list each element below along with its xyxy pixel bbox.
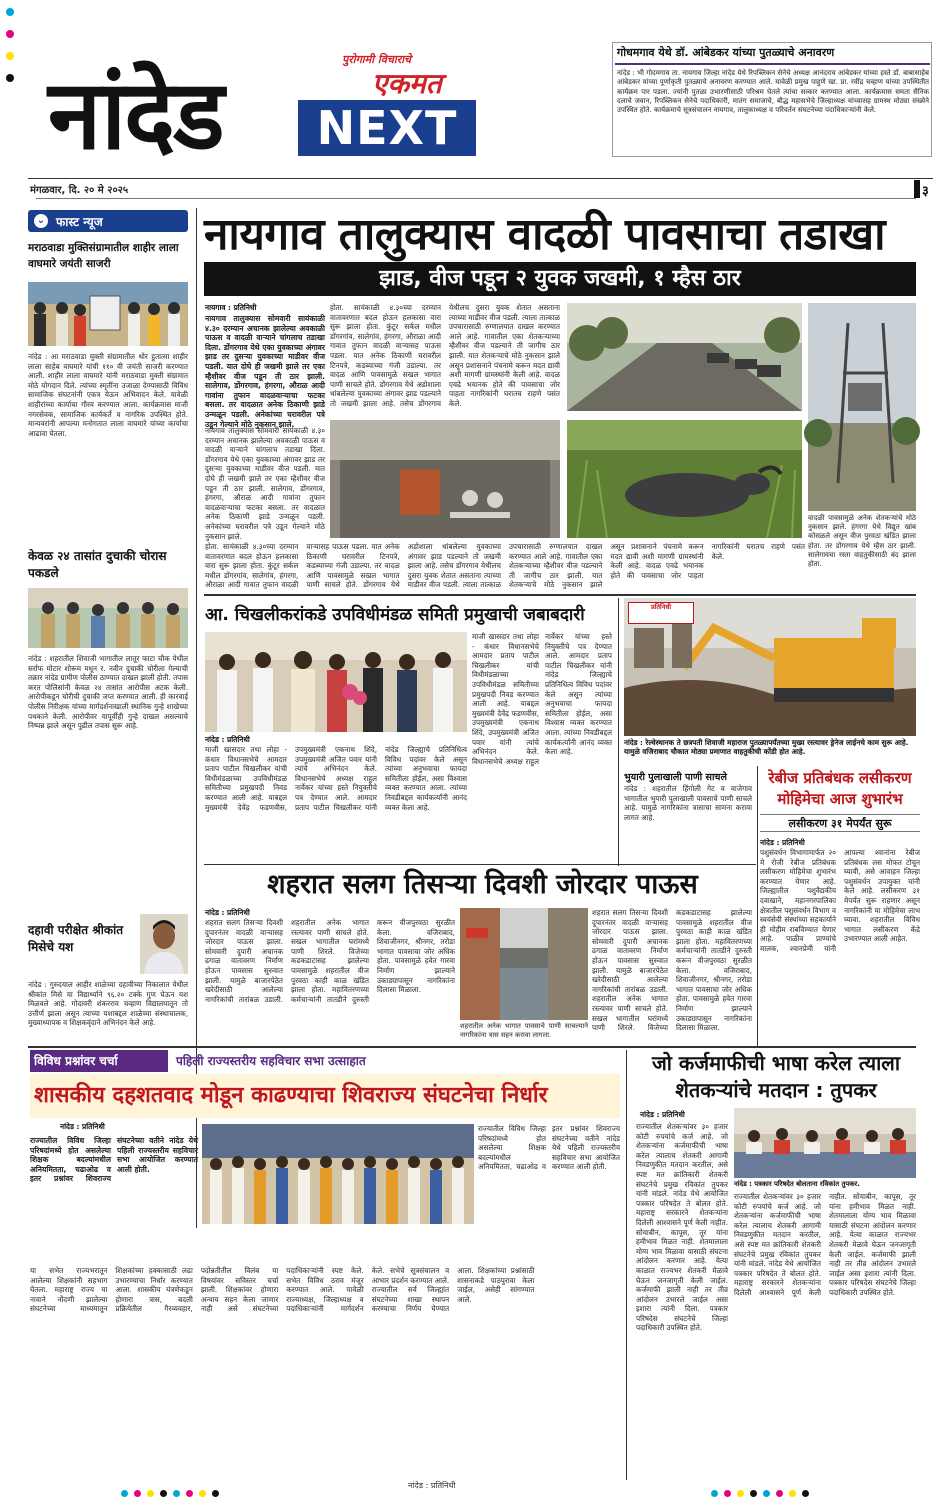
brand-name: एकमत [372, 67, 442, 100]
top-story-body: नांदेड : भी गोदमगाव ता. नायगाव जिल्हा नांदेड येथे रिपब्लिकन सेनेचे अध्यक्ष आनंदराव आंबेडकर यांच्या हस्ते डॉ. बाबासाहेब आंबेडकर यांच्या पूर्णाकृती पुतळ्याचे अनावरण करण्यात आले. यावेळी प्रमुख पाहुणे खा. प्रा. रवींद्र चव्हाण यांच्या उपस्थितीत कार्यक्रम पार पडला. ज्यांनी पुतळा उभारणीसाठी परिश्रम घेतले त्यांचा सत्कार करण्यात आला. कार्यक्रमास समता सैनिक दलाचे जवान, रिपब्लिकन सेनेचे पदाधिकारी, मातंग समाजाचे, बौद्ध महासभेचे जिल्हाध्यक्ष यांच्यासह ग्रामस्थ मोठ्या संख्येने उपस्थित होते. कार्यक्रमाचे सूत्रसंचालन नायगाव, तालुकाध्यक्ष व परिवर्तन संघटनेच्या पदाधिकाऱ्यांनी केले. [617, 69, 929, 115]
shivrajya-group-photo [202, 1124, 474, 1224]
lead-intro-text: नायगाव तालुक्यास सोमवारी सायंकाळी ४.३० दरम्यान अचानक झालेल्या अवकाळी पाऊस व वादळी वाऱ्याने चांगलाच तडाखा दिला. डोंगरगाव येथे एका युवकाच्या अंगावर झाड तर दुसऱ्या युवकाच्या माडीवर वीज पडली. यात दोघे ही जखमी झाले तर एका म्हैशीवर वीज पडून ती ठार झाली. सालेगाव, डोंगरगाव, हंगरगा, औराळ आदी गावांना तुफान वादळवाऱ्याचा फटका बसला. तर वादळात अनेक ठिकाणी झाडे उन्मळून पडली. अनेकांच्या घरावरील पत्रे उडून गेल्याने मोठे नुकसान झाले. [205, 314, 325, 429]
fast-news-title-2: केवळ २४ तासांत दुचाकी चोरास पकडले [28, 549, 167, 580]
chikhlikar-body-bottom: माजी खासदार तथा लोहा - कंधार विधानसभेचे आमदार प्रताप पाटील चिखलीकर यांची विधीमंडळाच्या उपविधीमंडळ समितीच्या प्रमुखपदी निवड करण्यात आली आहे. याबद्दल मुख्यमंत्री देवेंद्र फडणवीस, उपमुख्यमंत्री एकनाथ शिंदे, उपमुख्यमंत्री अजित पवार यांनी त्यांचे अभिनंदन केले. विधानसभेचे अध्यक्ष राहुल नार्वेकर यांच्या हस्ते नियुक्तीचे पत्र देण्यात आले. आमदार प्रताप पाटील चिखलीकर यांनी नांदेड जिल्ह्याचे प्रतिनिधित्व विविध पदांवर केले असून त्यांच्या अनुभवाचा फायदा समितीला होईल, असा विश्वास व्यक्त करण्यात आला. त्यांच्या निवडीबद्दल कार्यकर्त्यांनी आनंद व्यक्त केला आहे. [205, 745, 467, 812]
lead-body-text: होता. सायंकाळी ४.३०च्या दरम्यान वातावरणात बदल होऊन हलकासा वारा सुरू झाला होता. कुंटूर सर्कल मधील डोंगरगांव, सालेगांव, हंगरगा, औराळा आदी गावात तुफान वादळी वाऱ्यासह पाऊस पडला. यात अनेक ठिकाणी घरावरील टिनपत्रे, कडब्याच्या गंजी उडाल्या. तर वादळ आणि पावसामुळे सखल भागात पाणी साचले होते. डोंगरगाव येथे अडोशाला थांबलेल्या युवकाच्या अंगावर झाड पडल्याने तो जखमी झाला आहे. तसेच डोंगरगाव येथीलच दुसरा युवक शेतात असताना त्याच्या माडीवर वीज पडली. त्याला तात्काळ उपचारासाठी रुग्णालयात दाखल करण्यात आले आहे. गावातील एका शेतकऱ्याच्या म्हैशीवर वीज पडल्याने ती जागीच ठार झाली. यात शेतकऱ्याचे मोठे नुकसान झाले असून प्रशासनाने पंचनामे करून मदत द्यावी अशी मागणी ग्रामस्थांनी केली आहे. वादळ एवढे भयानक होते की पावसाचा जोर पाहता नागरिकांनी घरातच राहणे पसंत केले. [330, 303, 560, 408]
drainage-work-photo [624, 598, 916, 736]
brand-next-logo: NEXT [298, 100, 476, 156]
tupkar-divider [626, 1050, 627, 1480]
chikhlikar-headline: आ. चिखलीकरांकडे उपविधीमंडळ समिती प्रमुखाची जबाबदारी [205, 605, 585, 625]
rabies-divider [757, 766, 758, 1046]
lead-headline: नायगाव तालुक्यास वादळी पावसाचा तडाखा [204, 209, 886, 260]
shivrajya-headline-band [30, 1074, 620, 1118]
top-story-headline: गोधमगाव येथे डॉ. आंबेडकर यांच्या पुतळ्याचे अनावरण [617, 46, 835, 59]
lead-electric-pole-photo [808, 303, 916, 511]
tupkar-body-col1: राज्यातील शेतकऱ्यांवर ३० हजार कोटी रुपयांचे कर्ज आहे. जो शेतकऱ्यांना कर्जमाफीची भाषा करेल त्यालाच शेतकरी आगामी निवडणुकीत मतदान करतील, असे स्पष्ट मत क्रांतिकारी शेतकरी संघटनेचे प्रमुख रविकांत तुपकर यांनी मांडले. नांदेड येथे आयोजित पत्रकार परिषदेत ते बोलत होते. महाराष्ट्र सरकारने शेतकऱ्यांना दिलेली आश्वासने पूर्ण केली नाहीत. सोयाबीन, कापूस, तूर यांना हमीभाव मिळत नाही. शेतमालाला योग्य भाव मिळावा यासाठी संघटना आंदोलन करणार आहे. येत्या काळात राज्यभर शेतकरी मेळावे घेऊन जनजागृती केली जाईल. कर्जमाफी झाली नाही तर तीव्र आंदोलन उभारले जाईल असा इशारा त्यांनी दिला. पत्रकार परिषदेस संघटनेचे जिल्हा पदाधिकारी उपस्थित होते. [636, 1122, 728, 1333]
brand-tagline: पुरोगामी विचाराचे [342, 53, 412, 66]
registration-dots-left [118, 1482, 238, 1492]
shivrajya-lead: राज्यातील विविध जिल्हा परिषदांमध्ये होत असलेल्या शिक्षक बदल्यांमधील अनियमितता, चढाओढ व इतर प्रश्नांवर शिवराज्य संघटनेच्या वतीने नांदेड येथे पहिली राज्यस्तरीय सहविचार सभा आयोजित करण्यात आली होती. [30, 1136, 198, 1184]
bottom-section-rule [28, 1046, 916, 1048]
top-story-rule [615, 63, 930, 65]
fast-news-title-3: दहावी परीक्षेत श्रीकांत मिसेचे यश [28, 923, 124, 954]
date-rule [28, 178, 933, 179]
top-story-box [612, 42, 932, 157]
rabies-dateline: नांदेड : प्रतिनिधी [760, 838, 805, 847]
shivrajya-kicker-bar [30, 1050, 620, 1072]
chikhlikar-divider [618, 598, 619, 866]
page-number-marker [914, 180, 920, 198]
drain-sub-body: नांदेड : शहरातील हिंगोली गेट व वाजेगाव भागातील भुयारी पुलाखाली पावसाचे पाणी साचले आहे. यामुळे नागरिकांना त्रासाचा सामना करावा लागत आहे. [624, 784, 752, 822]
chikhlikar-dateline: नांदेड : प्रतिनिधी [205, 735, 250, 744]
lead-bottom-rule [204, 594, 916, 596]
lead-road-photo [567, 303, 802, 411]
shivrajya-body: या सभेत राज्यभरातून आलेल्या शिक्षकांनी सहभाग घेतला. महाराष्ट्र राज्य या नावाने नोंदणी झालेल्या संघटनेच्या माध्यमातून शिक्षकांच्या हक्कासाठी लढा उभारण्याचा निर्धार करण्यात आला. शासकीय यंत्रणेकडून होणारा त्रास, बदली प्रक्रियेतील गैरव्यवहार, पदोन्नतीतील विलंब या विषयांवर सविस्तर चर्चा झाली. शिक्षकांवर होणारा अन्याय सहन केला जाणार नाही असे संघटनेच्या पदाधिकाऱ्यांनी स्पष्ट केले. सभेत विविध ठराव मंजूर करण्यात आले. यावेळी राज्याध्यक्ष, जिल्हाध्यक्ष व पदाधिकाऱ्यांनी मार्गदर्शन केले. सभेचे सूत्रसंचालन व आभार प्रदर्शन करण्यात आले. राज्यातील सर्व जिल्ह्यांत संघटनेच्या शाखा स्थापन करण्याचा निर्णय घेण्यात आला. शिक्षकांच्या प्रश्नांसाठी शासनाकडे पाठपुरावा केला जाईल, असेही सांगण्यात आले. [30, 1266, 535, 1314]
lead-subhead: झाड, वीज पडून २ युवक जखमी, १ म्हैस ठार [204, 262, 916, 296]
rabies-headline: रेबीज प्रतिबंधक लसीकरण मोहिमेचा आज शुभारंभ [768, 769, 912, 808]
drain-photo-caption: नांदेड : रेल्वेस्थानक ते छत्रपती शिवाजी महाराज पुतळ्यापर्यंतच्या मुख्य रस्त्यावर ड्रेनेज लाईनचे काम सुरू आहे. यामुळे वजिराबाद चौकात मोठ्या प्रमाणात वाहतुकीची कोंडी होत आहे. [624, 738, 909, 757]
fast-news-body-3: नांदेड : गुरुदयाल आहीर शाळेच्या दहावीच्या निकालात येथील श्रीकांत मिसे या विद्यार्थ्याने ९६.२० टक्के गुण घेऊन यश मिळवले आहे. गोदावरी शंकरराव चव्हाण विद्यालयातून तो उत्तीर्ण झाला असून त्याच्या यशाबद्दल शाळेच्या संस्थाचालक, मुख्याध्यापक व शिक्षकवृंदाने अभिनंदन केले आहे. [28, 980, 188, 1028]
masthead [0, 0, 945, 175]
date-bar-line [36, 198, 916, 199]
rain-photo-caption: शहरातील अनेक भागात पावसाचे पाणी साचल्याने नागरिकांना त्रास सहन करावा लागला. [460, 1022, 588, 1039]
lead-continued-left: नायगाव तालुक्यास सोमवारी सायंकाळी ४.३० दरम्यान अचानक झालेल्या अवकाळी पाऊस व वादळी वाऱ्याने चांगलाच तडाखा दिला. डोंगरगाव येथे एका युवकाच्या अंगावर झाड तर दुसऱ्या युवकाच्या माडीवर वीज पडली. यात दोघे ही जखमी झाले तर एका म्हैशीवर वीज पडून ती ठार झाली. सालेगाव, डोंगरगाव, हंगरगा, औराळ आदी गावांना तुफान वादळवाऱ्याचा फटका बसला. तर वादळात अनेक ठिकाणी झाडे उन्मळून पडली. अनेकांच्या घरावरील पत्रे उडून गेल्याने मोठे नुकसान झाले. [205, 426, 325, 541]
fast-news-title-1: मराठवाडा मुक्तिसंग्रामातील शाहीर लाला वाघमारे जयंती साजरी [28, 242, 179, 270]
fast-news-body-2: नांदेड : शहरातील शिवाजी भागातील लातूर फाटा चौक येथील सर्राफ मोटार शोरूम मधून र. नवीन दुचाकी चोरीला गेल्याची तक्रार नांदेड ग्रामीण पोलीस ठाण्यात दाखल झाली होती. तपास करत पोलिसांनी केवळ २४ तासांत आरोपीस अटक केली. आरोपीकडून चोरीची दुचाकी जप्त करण्यात आली. ही कारवाई पोलीस निरीक्षक यांच्या मार्गदर्शनाखाली स्थानिक गुन्हे शाखेच्या पथकाने केली. आरोपीवर यापूर्वीही गुन्हे दाखल असल्याचे निष्पन्न झाले असून पुढील तपास सुरू आहे. [28, 654, 188, 731]
rabies-body: पशुसंवर्धन विभागामार्फत २० मे रोजी रेबीज प्रतिबंधक लसीकरण मोहिमेचा शुभारंभ करण्यात येणार आहे. जिल्ह्यातील पशुवैद्यकीय दवाखाने, महानगरपालिका क्षेत्रातील पशुसंवर्धन विभाग व स्वयंसेवी संस्थांच्या सहकार्याने ही मोहीम राबविण्यात येणार आहे. पाळीव प्राण्यांचे मालक, श्वानप्रेमी यांनी आपल्या श्वानांना रेबीज प्रतिबंधक लस मोफत टोचून घ्यावी, असे आवाहन जिल्हा पशुसंवर्धन उपायुक्त यांनी केले आहे. लसीकरण ३१ मेपर्यंत सुरू राहणार असून नागरिकांनी या मोहिमेचा लाभ घ्यावा. शहरातील विविध भागात लसीकरण केंद्रे उभारण्यात आली आहेत. [760, 848, 920, 953]
rain-dateline: नांदेड : प्रतिनिधी [205, 908, 250, 917]
rain-headline: शहरात सलग तिसऱ्या दिवशी जोरदार पाऊस [267, 869, 698, 900]
print-footer [8, 1476, 938, 1498]
drain-sub-title: भुयारी पुलाखाली पाणी साचले [624, 772, 727, 783]
page-number: ३ [922, 184, 929, 199]
shivrajya-kicker-sub: पहिली राज्यस्तरीय सहविचार सभा उत्साहात [176, 1054, 366, 1068]
registration-marks-left [6, 8, 18, 163]
lead-damaged-house-photo [330, 420, 560, 538]
fast-news-label: फास्ट न्यूज [56, 215, 103, 229]
shivrajya-body-right: राज्यातील विविध जिल्हा परिषदांमध्ये होत असलेल्या शिक्षक बदल्यांमधील अनियमितता, चढाओढ व इतर प्रश्नांवर शिवराज्य संघटनेच्या वतीने नांदेड येथे पहिली राज्यस्तरीय सहविचार सभा आयोजित करण्यात आली होती. [478, 1124, 620, 1172]
rain-top-rule [204, 864, 756, 865]
rain-body-left: शहरात सलग तिसऱ्या दिवशी दुपारनंतर वादळी वाऱ्यासह जोरदार पाऊस झाला. सोमवारी दुपारी अचानक ढगाळ वातावरण निर्माण होऊन पावसास सुरुवात झाली. यामुळे बाजारपेठेत खरेदीसाठी आलेल्या नागरिकांची तारांबळ उडाली. शहरातील अनेक भागात रस्त्यावर पाणी साचले होते. सखल भागातील घरांमध्ये पाणी शिरले. विजेच्या कडकडाटासह झालेल्या पावसामुळे शहरातील वीज पुरवठा काही काळ खंडित झाला होता. महावितरणच्या कर्मचाऱ्यांनी तातडीने दुरुस्ती करून वीजपुरवठा सुरळीत केला. वजिराबाद, शिवाजीनगर, श्रीनगर, तरोडा भागात पावसाचा जोर अधिक होता. पावसामुळे हवेत गारवा निर्माण झाल्याने उकाड्यापासून नागरिकांना दिलासा मिळाला. [205, 918, 455, 1004]
drain-photo-badge: प्रतिनिधी [628, 602, 694, 624]
fast-news-label-bar [28, 210, 188, 232]
chikhlikar-body-right: माजी खासदार तथा लोहा - कंधार विधानसभेचे आमदार प्रताप पाटील चिखलीकर यांची विधीमंडळाच्या उपविधीमंडळ समितीच्या प्रमुखपदी निवड करण्यात आली आहे. याबद्दल मुख्यमंत्री देवेंद्र फडणवीस, उपमुख्यमंत्री एकनाथ शिंदे, उपमुख्यमंत्री अजित पवार यांनी त्यांचे अभिनंदन केले. विधानसभेचे अध्यक्ष राहुल नार्वेकर यांच्या हस्ते नियुक्तीचे पत्र देण्यात आले. आमदार प्रताप पाटील चिखलीकर यांनी नांदेड जिल्ह्याचे प्रतिनिधित्व विविध पदांवर केले असून त्यांच्या अनुभवाचा फायदा समितीला होईल, असा विश्वास व्यक्त करण्यात आला. त्यांच्या निवडीबद्दल कार्यकर्त्यांनी आनंद व्यक्त केला आहे. [472, 632, 612, 766]
student-portrait-photo [140, 914, 188, 974]
lead-dead-buffalo-photo [567, 420, 802, 538]
registration-dots-right [708, 1482, 828, 1492]
rain-street-photo [460, 908, 588, 1020]
tupkar-dateline: नांदेड : प्रतिनिधी [640, 1110, 685, 1119]
fast-news-body-1: नांदेड : आ मराठवाडा मुक्ती संग्रामातील थोर हुतात्मा शाहीर लाला साहेब वाघमारे यांची ११० वी जयंती साजरी करण्यात आली. शाहीर लाला वाघमारे यांनी मराठवाडा मुक्ती संग्रामात मोठे योगदान दिले. त्यांच्या स्मृतींना उजाळा देण्यासाठी विविध सामाजिक संघटनांनी एकत्र येऊन अभिवादन केले. यावेळी शाहीरांच्या कार्याचा गौरव करण्यात आला. कार्यक्रमास माजी नगरसेवक, सामाजिक कार्यकर्ते व नागरिक उपस्थित होते. मान्यवरांनी आपल्या मनोगतात लाला वाघमारे यांच्या कार्याचा आढावा घेतला. [28, 352, 188, 438]
shivrajya-kicker: विविध प्रश्नांवर चर्चा [30, 1050, 168, 1072]
shivrajya-dateline: नांदेड : प्रतिनिधी [60, 1122, 105, 1131]
chikhlikar-felicitation-photo [205, 632, 467, 732]
footer-imprint: नांदेड : प्रतिनिधी [408, 1481, 456, 1490]
fast-news-column [28, 210, 188, 1225]
tupkar-photo-caption: नांदेड : पत्रकार परिषदेत बोलताना रविकांत तुपकर. [734, 1180, 860, 1188]
rabies-subhead: लसीकरण ३१ मेपर्यंत सुरू [760, 814, 920, 832]
masthead-title: नांदेड [48, 58, 223, 171]
chevron-down-icon: ⌄ [34, 214, 48, 228]
bike-thief-arrest-photo [28, 588, 188, 648]
lead-photo-caption: वादळी पावसामुळे अनेक शेतकऱ्यांचे मोठे नुकसान झाले. हंगरगा येथे विद्युत खांब कोसळले असून वीज पुरवठा खंडित झाला होता. तर डोंगरगाव येथे म्हैस ठार झाली. सालेगावचा रस्ता वाहतुकीसाठी बंद झाला होता. [808, 514, 916, 569]
shivrajya-headline: शासकीय दहशतवाद मोडून काढण्याचा शिवराज्य संघटनेचा निर्धार [34, 1083, 548, 1108]
tupkar-body-col2: राज्यातील शेतकऱ्यांवर ३० हजार कोटी रुपयांचे कर्ज आहे. जो शेतकऱ्यांना कर्जमाफीची भाषा करेल त्यालाच शेतकरी आगामी निवडणुकीत मतदान करतील, असे स्पष्ट मत क्रांतिकारी शेतकरी संघटनेचे प्रमुख रविकांत तुपकर यांनी मांडले. नांदेड येथे आयोजित पत्रकार परिषदेत ते बोलत होते. महाराष्ट्र सरकारने शेतकऱ्यांना दिलेली आश्वासने पूर्ण केली नाहीत. सोयाबीन, कापूस, तूर यांना हमीभाव मिळत नाही. शेतमालाला योग्य भाव मिळावा यासाठी संघटना आंदोलन करणार आहे. येत्या काळात राज्यभर शेतकरी मेळावे घेऊन जनजागृती केली जाईल. कर्जमाफी झाली नाही तर तीव्र आंदोलन उभारले जाईल असा इशारा त्यांनी दिला. पत्रकार परिषदेस संघटनेचे जिल्हा पदाधिकारी उपस्थित होते. [734, 1192, 916, 1297]
rain-body-right: शहरात सलग तिसऱ्या दिवशी दुपारनंतर वादळी वाऱ्यासह जोरदार पाऊस झाला. सोमवारी दुपारी अचानक ढगाळ वातावरण निर्माण होऊन पावसास सुरुवात झाली. यामुळे बाजारपेठेत खरेदीसाठी आलेल्या नागरिकांची तारांबळ उडाली. शहरातील अनेक भागात रस्त्यावर पाणी साचले होते. सखल भागातील घरांमध्ये पाणी शिरले. विजेच्या कडकडाटासह झालेल्या पावसामुळे शहरातील वीज पुरवठा काही काळ खंडित झाला होता. महावितरणच्या कर्मचाऱ्यांनी तातडीने दुरुस्ती करून वीजपुरवठा सुरळीत केला. वजिराबाद, शिवाजीनगर, श्रीनगर, तरोडा भागात पावसाचा जोर अधिक होता. पावसामुळे हवेत गारवा निर्माण झाल्याने उकाड्यापासून नागरिकांना दिलासा मिळाला. [592, 908, 752, 1033]
tupkar-headline: जो कर्जमाफीची भाषा करेल त्याला शेतकऱ्यांचे मतदान : तुपकर [651, 1051, 901, 1102]
lead-dateline: नायगाव : प्रतिनिधी [205, 303, 257, 312]
issue-date: मंगळवार, दि. २० मे २०२५ [30, 185, 129, 196]
shahir-tribute-photo [28, 282, 188, 346]
tupkar-press-conference-photo [734, 1108, 916, 1178]
lead-continued-bottom: होता. सायंकाळी ४.३०च्या दरम्यान वातावरणात बदल होऊन हलकासा वारा सुरू झाला होता. कुंटूर सर्कल मधील डोंगरगांव, सालेगांव, हंगरगा, औराळा आदी गावात तुफान वादळी वाऱ्यासह पाऊस पडला. यात अनेक ठिकाणी घरावरील टिनपत्रे, कडब्याच्या गंजी उडाल्या. तर वादळ आणि पावसामुळे सखल भागात पाणी साचले होते. डोंगरगाव येथे अडोशाला थांबलेल्या युवकाच्या अंगावर झाड पडल्याने तो जखमी झाला आहे. तसेच डोंगरगाव येथीलच दुसरा युवक शेतात असताना त्याच्या माडीवर वीज पडली. त्याला तात्काळ उपचारासाठी रुग्णालयात दाखल करण्यात आले आहे. गावातील एका शेतकऱ्याच्या म्हैशीवर वीज पडल्याने ती जागीच ठार झाली. यात शेतकऱ्याचे मोठे नुकसान झाले असून प्रशासनाने पंचनामे करून मदत द्यावी अशी मागणी ग्रामस्थांनी केली आहे. वादळ एवढे भयानक होते की पावसाचा जोर पाहता नागरिकांनी घरातच राहणे पसंत केले. [205, 542, 805, 590]
